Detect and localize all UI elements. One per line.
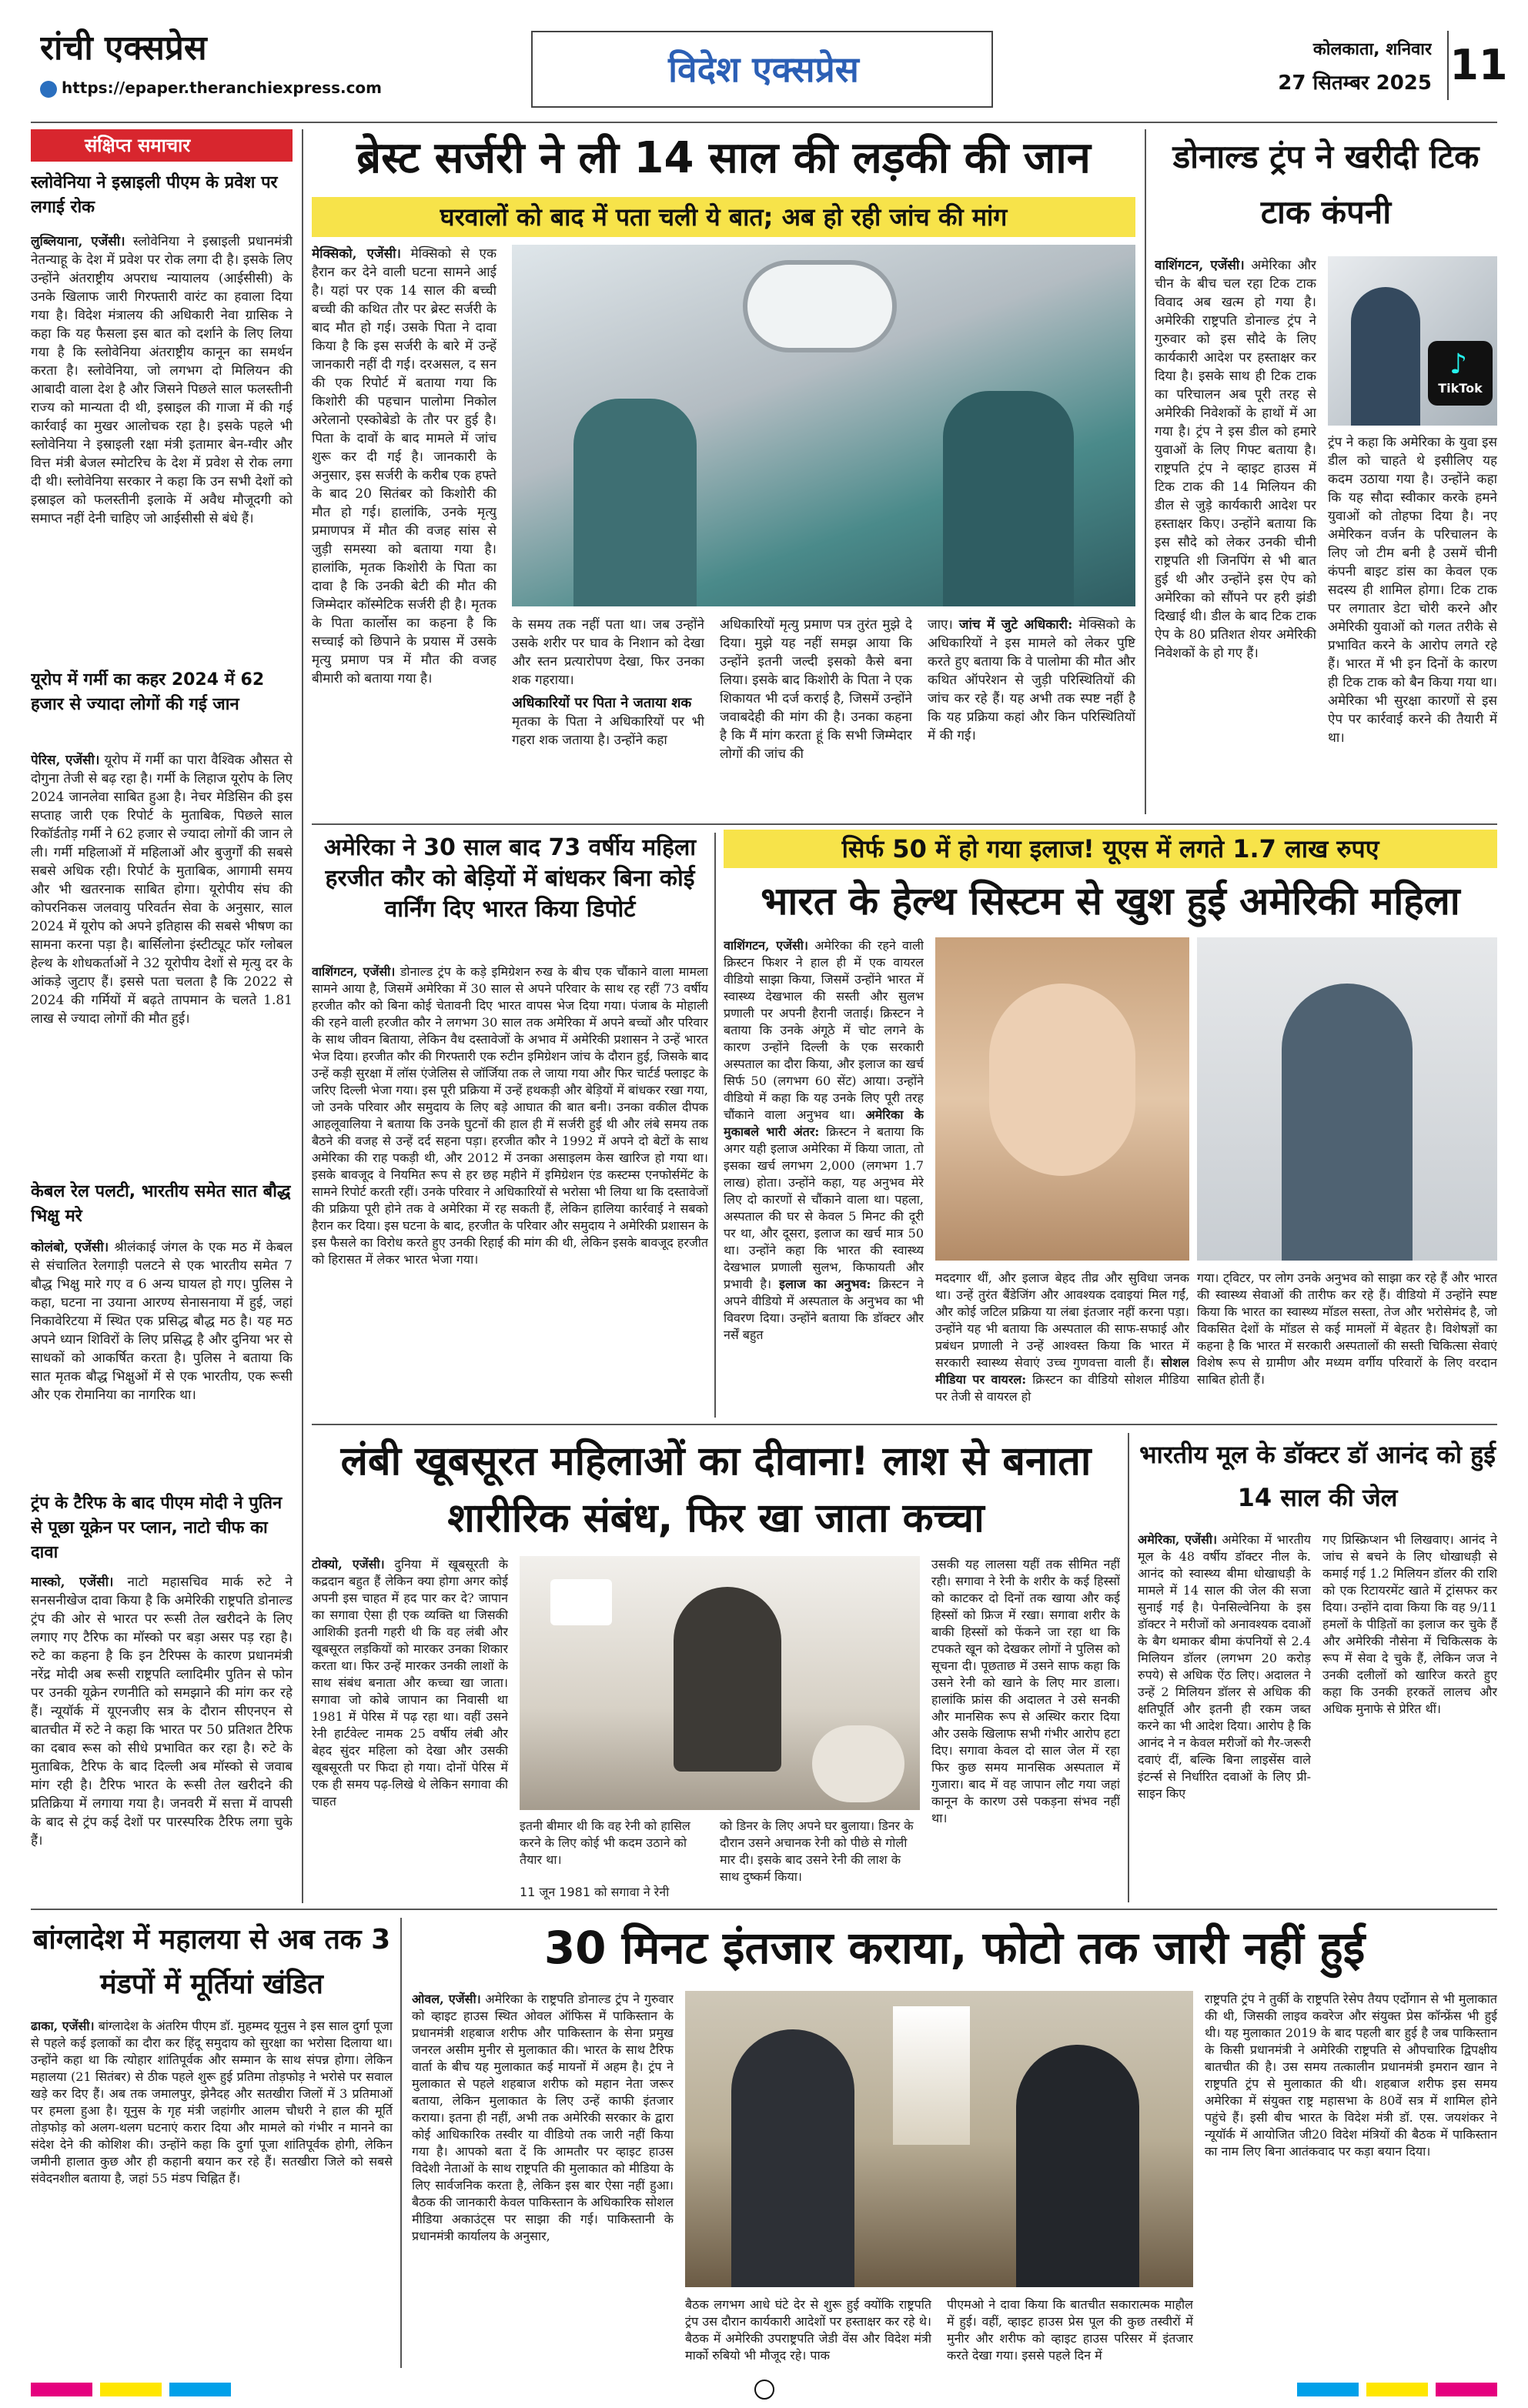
column-divider xyxy=(714,833,716,1418)
sidebar-item-title: यूरोप में गर्मी का कहर 2024 में 62 हजार से ज्यादा लोगों की गई जान xyxy=(31,670,265,714)
india-health-col-2: मददगार थीं, और इलाज बेहद तीव्र और सुविधा जनक था। उन्हें तुरंत बैंडेजिंग और आवश्यक दवाइयां मिल गईं, और कोई जटिल प्रक्रिया या लंबा इंतजार नहीं करना पड़ा। उन्होंने यह भी बताया कि अस्पताल की साफ-सफाई और प्रबंधन प्रणाली ने उन्हें आश्वस्त किया कि भारत में सरकारी स्वास्थ्य सेवाएं उच्च गुणवत्ता वाली हैं। सोशल मीडिया पर वायरल: क्रिस्टन का वीडियो सोशल मीडिया पर तेजी से वायरल हो xyxy=(935,1271,1189,1404)
section-title: विदेश एक्सप्रेस xyxy=(668,48,859,90)
print-registration-bar xyxy=(31,2380,1497,2400)
epaper-url[interactable] xyxy=(40,78,425,102)
sidebar-item xyxy=(31,171,293,663)
trump-col-1: वाशिंगटन, एजेंसी। अमेरिका और चीन के बीच चल रहा टिक टाक विवाद अब खत्म हो गया है। अमेरिकी राष्ट्रपति डोनाल्ड ट्रंप ने गुरुवार को इस सौदे के लिए कार्यकारी आदेश पर हस्ताक्षर कर दिया है। इसके साथ ही टिक टाक का परिचालन अब पूरी तरह से अमेरिकी निवेशकों के हाथों में आ गया है। ट्रंप ने इस डील को हमारे युवाओं के लिए गिफ्ट बताया है। राष्ट्रपति ट्रंप ने व्हाइट हाउस में टिक टाक की 14 मिलियन की डील से जुड़े कार्यकारी आदेश पर हस्ताक्षर किए। उन्होंने बताया कि इस सौदे को लेकर उनकी चीनी राष्ट्रपति शी जिनपिंग से भी बात हुई थी और उन्होंने इस ऐप को अमेरिका को सौंपने पर हरी झंडी दिखाई थी। डील के बाद टिक टाक ऐप के 80 प्रतिशत शेयर अमेरिकी निवेशकों के हो गए हैं। xyxy=(1155,258,1316,661)
bangladesh-story xyxy=(31,1918,393,2368)
india-health-col-1: वाशिंगटन, एजेंसी। अमेरिका की रहने वाली क्रिस्टन फिशर ने हाल ही में एक वायरल वीडियो साझा किया, जिसमें उन्होंने भारत में स्वास्थ्य देखभाल की सस्ती और सुलभ प्रणाली पर अपनी हैरानी जताई। क्रिस्टन ने बताया कि उनके अंगूठे में चोट लगने के कारण उन्होंने दिल्ली के एक सरकारी अस्पताल का दौरा किया, और इलाज का खर्च सिर्फ 50 (लगभग 60 सेंट) आया। उन्होंने वीडियो में कहा कि यह उनके लिए पूरी तरह चौंकाने वाला अनुभव था। अमेरिका के मुकाबले भारी अंतर: क्रिस्टन ने बताया कि अगर यही इलाज अमेरिका में किया जाता, तो इसका खर्च लगभग 2,000 (लगभग 1.7 लाख) होता। उन्होंने कहा, यह अनुभव मेरे लिए दो कारणों से चौंकाने वाला था। पहला, अस्पताल की घर से केवल 5 मिनट की दूरी पर था, और दूसरा, इलाज का खर्च मात्र 50 था। उन्होंने कहा कि भारत की स्वास्थ्य देखभाल प्रणाली सुलभ, किफायती और प्रभावी है। इलाज का अनुभव: क्रिस्टन ने अपने वीडियो में अस्पताल के अनुभव का भी विवरण दिया। उन्होंने बताया कि डॉक्टर और नर्सें बहुत xyxy=(724,938,924,1342)
deport-story xyxy=(312,833,708,1418)
surgeon-figure xyxy=(943,391,1074,606)
doctor-col-2: गए प्रिस्क्रिप्शन भी लिखवाए। आनंद ने जांच से बचने के लिए धोखाधड़ी से कमाई गई 1.2 मिलियन डॉलर की राशि को एक रिटायरमेंट खाते में ट्रांसफर कर दिया। उन्होंने दावा किया कि वह 9/11 हमलों के पीड़ितों का इलाज कर चुके हैं और अमेरिकी नौसेना में चिकित्सक के रूप में सेवा दे चुके हैं, लेकिन जज ने उनकी दलीलों को खारिज करते हुए कहा कि उनकी हरकतें लालच और अधिक मुनाफे से प्रेरित थीं। xyxy=(1322,1532,1497,1716)
sidebar-item xyxy=(31,668,293,1176)
column-divider xyxy=(1128,1433,1129,1902)
japan-photo-caption-1: इतनी बीमार थी कि वह रेनी को हासिल करने के लिए कोई भी कदम उठाने को तैयार था। xyxy=(520,1819,690,1867)
column-divider xyxy=(400,1918,402,2368)
white-house-headline: 30 मिनट इंतजार कराया, फोटो तक जारी नहीं हुई xyxy=(543,1922,1366,1974)
white-house-col-3: पीएमओ ने दावा किया कि बातचीत सकारात्मक माहौल में हुई। वहीं, व्हाइट हाउस प्रेस पूल की कुछ तस्वीरों में मुनीर और शरीफ को व्हाइट हाउस परिसर में इंतजार करते देखा गया। इससे पहले दिन में xyxy=(947,2297,1193,2363)
japan-photo-caption-3: को डिनर के लिए अपने घर बुलाया। डिनर के दौरान उसने अचानक रेनी को पीछे से गोली मार दी। इसके बाद उसने रेनी की लाश के साथ दुष्कर्म किया। xyxy=(720,1819,914,1884)
sidebar-item-title: केबल रेल पलटी, भारतीय समेत सात बौद्ध भिक्षु मरे xyxy=(31,1182,291,1226)
oval-office-photo xyxy=(685,1991,1193,2287)
india-health-subhead-3: सोशल मीडिया पर वायरल: xyxy=(935,1355,1189,1387)
sidebar-item-title: ट्रंप के टैरिफ के बाद पीएम मोदी ने पुतिन से पूछा यूक्रेन पर प्लान, नाटो चीफ का दावा xyxy=(31,1494,283,1562)
date: 27 सितम्बर 2025 xyxy=(1278,72,1432,94)
flag-shape xyxy=(893,2006,970,2145)
doctor-headline: भारतीय मूल के डॉक्टर डॉ आनंद को हुई 14 साल की जेल xyxy=(1139,1440,1496,1512)
section-rule xyxy=(31,1909,1497,1910)
trump-story xyxy=(1155,129,1497,814)
india-health-kicker: सिर्फ 50 में हो गया इलाज! यूएस में लगते 1.7 लाख रुपए xyxy=(724,830,1497,868)
india-health-story xyxy=(724,830,1497,1418)
white-house-col-2: बैठक लगभग आधे घंटे देर से शुरू हुई क्योंकि राष्ट्रपति ट्रंप उस दौरान कार्यकारी आदेशों पर हस्ताक्षर कर रहे थे। बैठक में अमेरिकी उपराष्ट्रपति जेडी वेंस और विदेश मंत्री मार्को रुबियो भी मौजूद रहे। पाक xyxy=(685,2297,931,2363)
lead-subhead: घरवालों को बाद में पता चली ये बात; अब हो रही जांच की मांग xyxy=(312,197,1135,237)
toy-shape xyxy=(812,1725,904,1802)
person-silhouette xyxy=(1282,984,1413,1261)
person-silhouette xyxy=(1016,2045,1139,2287)
white-house-col-4: राष्ट्रपति ट्रंप ने तुर्की के राष्ट्रपति रेसेप तैयप एर्दोगान से भी मुलाकात की थी, जिसकी लाइव कवरेज और संयुक्त प्रेस कॉन्फ्रेंस भी हुई थी। यह मुलाकात 2019 के बाद पहली बार हुई है जब पाकिस्तान के किसी प्रधानमंत्री ने अमेरिकी राष्ट्रपति से औपचारिक द्विपक्षीय बातचीत की है। उस समय तत्कालीन प्रधानमंत्री इमरान खान ने राष्ट्रपति ट्रंप से मुलाकात की थी। शहबाज शरीफ इस समय अमेरिका में संयुक्त राष्ट्र महासभा के 80वें सत्र में शामिल होने पहुंचे हैं। इसी बीच भारत के विदेश मंत्री डॉ. एस. जयशंकर ने न्यूयॉर्क में आयोजित जी20 विदेश मंत्रियों की बैठक में पाकिस्तान का नाम लिए बिना आतंकवाद पर कड़ा बयान दिया। xyxy=(1205,1992,1497,2159)
tiktok-note-icon: ♪ xyxy=(1449,349,1467,380)
sidebar-divider xyxy=(302,129,303,1903)
sidebar-header: संक्षिप्त समाचार xyxy=(31,129,293,162)
lead-subhead-2: जांच में जुटे अधिकारी: xyxy=(958,617,1073,633)
brand-logo: रांची एक्सप्रेस xyxy=(40,28,207,68)
registration-mark-icon xyxy=(754,2380,774,2400)
kristen-photo-left xyxy=(935,937,1189,1261)
japan-col-1: टोक्यो, एजेंसी। दुनिया में खूबसूरती के कद्रदान बहुत हैं लेकिन क्या होगा अगर कोई अपनी इस चाहत में हद पार कर दे? जापान का सगावा ऐसा ही एक व्यक्ति था जिसकी आशिकी इतनी गहरी थी कि वह लंबी और खूबसूरत लड़कियों को मारकर उनका शिकार करता था। फिर उन्हें मारकर उनकी लाशों के साथ संबंध बनाता और कच्चा खा जाता। सगावा जो कोबे जापान का निवासी था 1981 में पेरिस में पढ़ रहा था। वहीं उसने रेनी हार्टवेल्ट नामक 25 वर्षीय लंबी और बेहद सुंदर महिला को देखा और उसकी खूबसूरती पर फिदा हो गया। दोनों पेरिस में एक ही समय पढ़-लिखे थे लेकिन सगावा की चाहत xyxy=(312,1557,508,1809)
doctor-story xyxy=(1138,1433,1497,1902)
doctor-col-1: अमेरिका, एजेंसी। अमेरिका में भारतीय मूल के 48 वर्षीय डॉक्टर नील के. आनंद को स्वास्थ्य बीमा धोखाधड़ी के मामले में 14 साल की जेल की सजा सुनाई गई है। पेनसिल्वेनिया के इस डॉक्टर ने मरीजों को अनावश्यक दवाओं के बैग थमाकर बीमा कंपनियों से 2.4 मिलियन डॉलर (लगभग 20 करोड़ रुपये) से अधिक ऐंठ लिए। अदालत ने उन्हें 2 मिलियन डॉलर से अधिक की क्षतिपूर्ति और इतनी ही रकम जब्त करने का भी आदेश दिया। आरोप है कि आनंद ने न केवल मरीजों को गैर-जरूरी दवाएं दीं, बल्कि बिना लाइसेंस वाले इंटर्न्स से निर्धारित दवाओं के लिए प्री-साइन किए xyxy=(1138,1532,1311,1801)
masthead-rule xyxy=(31,122,1497,123)
surgery-photo xyxy=(512,245,1135,606)
person-silhouette xyxy=(1351,287,1420,426)
sagawa-photo xyxy=(520,1556,920,1810)
section-rule xyxy=(312,823,1497,825)
bangladesh-body: ढाका, एजेंसी। बांग्लादेश के अंतरिम पीएम डॉ. मुहम्मद यूनुस ने इस साल दुर्गा पूजा से पहले कई इलाकों का दौरा कर हिंदू समुदाय को सुरक्षा का भरोसा दिलाया था। उन्होंने कहा था कि त्योहार शांतिपूर्वक और सम्मान के साथ संपन्न होगा। लेकिन महालया (21 सितंबर) से ठीक पहले शुरू हुई प्रतिमा तोड़फोड़ ने भरोसे पर सवाल खड़े कर दिए हैं। अब तक जमालपुर, झेनैदह और सतखीरा जिलों में 3 प्रतिमाओं पर हमला हुआ है। यूनुस के गृह मंत्री जहांगीर आलम चौधरी ने हाल की मूर्ति तोड़फोड़ को अलग-थलग घटनाएं करार दिया और मामले को गंभीर न मानने का संदेश देने की कोशिश की। उन्होंने कहा कि दुर्गा पूजा शांतिपूर्वक होगी, लेकिन जमीनी हालात कुछ और ही कहानी बयान कर रहे हैं। सतखीरा जिले को सबसे संवेदनशील बताया है, जहां 55 मंडप चिह्नित हैं। xyxy=(31,2019,393,2186)
deport-headline: अमेरिका ने 30 साल बाद 73 वर्षीय महिला हरजीत कौर को बेड़ियों में बांधकर बिना कोई वार्निंग दिए भारत किया डिपोर्ट xyxy=(323,834,697,923)
lead-headline: ब्रेस्ट सर्जरी ने ली 14 साल की लड़की की जान xyxy=(356,133,1091,183)
kristen-photo-right xyxy=(1197,937,1497,1261)
japan-photo-caption-2: 11 जून 1981 को सगावा ने रेनी xyxy=(520,1885,670,1899)
lead-col-2: के समय तक नहीं पता था। जब उन्होंने उसके शरीर पर घाव के निशान को देखा और स्तन प्रत्यारोपण देखा, फिर उनका शक गहराया। अधिकारियों पर पिता ने जताया शक मृतका के पिता ने अधिकारियों पर भी गहरा शक जताया है। उन्होंने कहा xyxy=(512,617,704,748)
sidebar-item-body: पेरिस, एजेंसी। यूरोप में गर्मी का पारा वैश्विक औसत से दोगुना तेजी से बढ़ रहा है। गर्मी के लिहाज यूरोप के लिए 2024 जानलेवा साबित हुआ है। नेचर मेडिसिन की इस सप्ताह जारी एक रिपोर्ट के मुताबिक, पिछले साल रिकॉर्डतोड़ गर्मी ने 62 हजार से ज्यादा लोगों की जान ले ली। गर्मी महिलाओं में महिलाओं और बुजुर्गों की सबसे सबसे अधिक रही। रिपोर्ट के मुताबिक, आगामी समय और भी खतरनाक साबित होगा। यूरोपीय संघ की कोपरनिकस जलवायु परिवर्तन सेवा के अनुसार, साल 2024 में यूरोप को अपने इतिहास की सबसे भीषण का सामना करना पड़ा है। बार्सिलोना इंस्टीट्यूट फॉर ग्लोबल हेल्थ के शोधकर्ताओं ने 32 यूरोपीय देशों से मृत्यु दर के आंकड़े जुटाए हैं। इससे पता चलता है कि 2022 से 2024 की गर्मियों में बढ़ते तापमान के चलते 1.81 लाख से ज्यादा लोगों की मौत हुई। xyxy=(31,753,293,1027)
trump-tiktok-photo xyxy=(1328,256,1497,426)
sidebar-item-title: स्लोवेनिया ने इस्राइली पीएम के प्रवेश पर लगाई रोक xyxy=(31,173,278,217)
white-house-col-1: ओवल, एजेंसी। अमेरिका के राष्ट्रपति डोनाल्ड ट्रंप ने गुरुवार को व्हाइट हाउस स्थित ओवल ऑफिस में पाकिस्तान के प्रधानमंत्री शहबाज शरीफ और पाकिस्तान के सेना प्रमुख जनरल असीम मुनीर से मुलाकात की। भारत के साथ टैरिफ वार्ता के बीच यह मुलाकात कई मायनों में अहम है। ट्रंप ने मुलाकात से पहले शहबाज शरीफ को महान नेता जरूर बताया, लेकिन मुलाकात के लिए उन्हें काफी इंतजार कराया। इतना ही नहीं, अभी तक अमेरिकी सरकार के द्वारा कोई आधिकारिक तस्वीर या वीडियो तक जारी नहीं किया गया है। आपको बता दें कि आमतौर पर व्हाइट हाउस विदेशी नेताओं के साथ राष्ट्रपति की मुलाकात को मीडिया के लिए सार्वजनिक करता है, लेकिन इस बार ऐसा नहीं हुआ। बैठक की जानकारी केवल पाकिस्तान के अधिकारिक सोशल मीडिया अकाउंट्स पर साझा की गई। पाकिस्तानी के प्रधानमंत्री कार्यालय के अनुसार, xyxy=(412,1992,674,2243)
city-day: कोलकाता, शनिवार xyxy=(1312,40,1432,59)
deport-body: वाशिंगटन, एजेंसी। डोनाल्ड ट्रंप के कड़े इमिग्रेशन रुख के बीच एक चौंकाने वाला मामला सामने आया है, जिसमें अमेरिका में 30 साल से अपने परिवार के साथ रह रहीं 73 वर्षीय हरजीत कौर को बिना कोई चेतावनी दिए भारत वापस भेज दिया गया। पंजाब के मोहाली की रहने वाली हरजीत कौर ने लगभग 30 साल तक अमेरिका में अपने बच्चों और परिवार के साथ जीवन बिताया, लेकिन वैध दस्तावेजों के अभाव में अमेरिकी प्रशासन ने उन्हें भारत भेज दिया। हरजीत कौर की गिरफ्तारी एक रुटीन इमिग्रेशन जांच के दौरान हुई, जिसके बाद उन्हें कड़ी सुरक्षा में लॉस एंजेलिस से जॉर्जिया तक ले जाया गया और फिर चार्टर्ड फ्लाइट के जरिए दिल्ली भेजा गया। इस पूरी प्रक्रिया में उन्हें हथकड़ी और बेड़ियों में बांधकर रखा गया, जो उनके परिवार और समुदाय के लिए बड़े आघात की बात बनी। उनका वकील दीपक आहलूवालिया ने बताया कि उनके घुटनों की हाल ही में सर्जरी हुई थी और लंबे समय तक बैठने की वजह से उन्हें दर्द सहना पड़ा। हरजीत कौर ने 1992 में अपने दो बेटों के साथ अमेरिका की राह पकड़ी थी, और 2012 में उनका असाइलम केस खारिज हो गया था। इसके बावजूद वे नियमित रूप से हर छह महीने में इमिग्रेशन एंड कस्टम्स एनफोर्समेंट के सामने रिपोर्ट करती रहीं। उनके परिवार ने अधिकारियों से भरोसा भी लिया था कि दस्तावेजों की प्रक्रिया पूरी होने तक वे अमेरिका में रह सकती हैं, लेकिन हालिया कार्रवाई ने सबको हैरान कर दिया। इस घटना के बाद, हरजीत के परिवार और समुदाय ने अमेरिकी प्रशासन के इस फैसले का विरोध करते हुए उनकी रिहाई की मांग की थी, लेकिन इसके बावजूद हरजीत को हिरासत में लेकर भारत भेजा गया। xyxy=(312,964,708,1267)
person-silhouette xyxy=(674,1587,781,1772)
lead-subhead-1: अधिकारियों पर पिता ने जताया शक xyxy=(512,695,692,711)
column-divider xyxy=(1145,129,1146,814)
face-shape xyxy=(989,984,1135,1176)
japan-headline: लंबी खूबसूरत महिलाओं का दीवाना! लाश से बनाता शारीरिक संबंध, फिर खा जाता कच्चा xyxy=(340,1438,1092,1541)
lead-col-1: मेक्सिको, एजेंसी। मेक्सिको से एक हैरान कर देने वाली घटना सामने आई है। यहां पर एक 14 साल की बच्ची बच्ची की कथित तौर पर ब्रेस्ट सर्जरी के बाद मौत हो गई। उसके पिता ने दावा किया है कि इस सर्जरी के बारे में उन्हें जानकारी नहीं दी गई। दरअसल, द सन की एक रिपोर्ट में बताया गया कि किशोरी की पहचान पालोमा निकोल अरेलानो एस्कोबेडो के तौर पर हुई है। पिता के दावों के बाद मामले में जांच शुरू कर दी गई है। जानकारी के अनुसार, इस सर्जरी के करीब एक हफ्ते के बाद 20 सितंबर को किशोरी की मौत हो गई। हालांकि, उनके मृत्यु प्रमाणपत्र में मौत की वजह सांस से जुड़ी समस्या को बताया गया है। हालांकि, मृतक किशोरी के पिता का दावा है कि उनकी बेटी की मौत की जिम्मेदार कॉस्मेटिक सर्जरी ही है। मृतक के पिता कार्लोस का कहना है कि सच्चाई को छिपाने के प्रयास में उसके मृत्यु प्रमाण पत्र में मौत की वजह बीमारी को बताया गया है। xyxy=(312,246,497,686)
sidebar-item xyxy=(31,1491,293,1903)
lead-col-3: अधिकारियों मृत्यु प्रमाण पत्र तुरंत मुझे दे दिया। मुझे यह नहीं समझ आया कि उन्होंने इतनी जल्दी इसको कैसे बना लिया। इसके बाद किशोरी के पिता ने एक शिकायत भी दर्ज कराई है, जिसमें उन्होंने जवाबदेही की मांग की है। उनका कहना है कि मैं मांग करता हूं कि सभी जिम्मेदार लोगों की जांच की xyxy=(720,617,912,762)
masthead xyxy=(0,0,1528,123)
lead-col-4: जाए। जांच में जुटे अधिकारी: मेक्सिको के अधिकारियों ने इस मामले को लेकर पुष्टि करते हुए बताया कि वे पालोमा की मौत और कथित ऑपरेशन से जुड़ी परिस्थितियों की जांच कर रहे हैं। यह अभी तक स्पष्ट नहीं है कि यह प्रक्रिया कहां और किन परिस्थितियों में की गई। xyxy=(928,617,1135,743)
sidebar-item-body: कोलंबो, एजेंसी। श्रीलंकाई जंगल के एक मठ में केबल से संचालित रेलगाड़ी पलटने से एक भारतीय समेत 7 बौद्ध भिक्षु मारे गए व 6 अन्य घायल हो गए। पुलिस ने कहा, घटना ना उयाना आरण्य सेनासनाया में हुई, जहां निकावेरिटया में स्थित एक प्रसिद्ध बौद्ध मठ है। यह मठ अपने ध्यान शिविरों के लिए प्रसिद्ध है और दुनिया भर से साधकों को आकर्षित करता है। पुलिस ने बताया कि सात मृतक बौद्ध भिक्षुओं में से एक भारतीय, एक रूसी और एक रोमानिया का नागरिक था। xyxy=(31,1240,293,1403)
globe-icon xyxy=(40,81,57,98)
india-health-col-3: गया। ट्विटर, पर लोग उनके अनुभव को साझा कर रहे हैं और भारत की स्वास्थ्य सेवाओं की तारीफ कर रहे हैं। वीडियो में उन्होंने स्पष्ट किया कि भारत का स्वास्थ्य मॉडल सस्ता, तेज और भरोसेमंद है, जो विकसित देशों के मॉडल से कई मामलों में बेहतर है। विशेषज्ञों का कहना है कि भारत में सरकारी अस्पतालों की सस्ती चिकित्सा सेवाएं विशेष रूप से ग्रामीण और मध्यम वर्गीय परिवारों के लिए वरदान साबित होती हैं। xyxy=(1197,1271,1497,1387)
url-text: https://epaper.theranchiexpress.com xyxy=(62,78,383,97)
trump-headline: डोनाल्ड ट्रंप ने खरीदी टिक टाक कंपनी xyxy=(1172,138,1480,231)
page-number: 11 xyxy=(1447,31,1509,100)
india-health-headline: भारत के हेल्थ सिस्टम से खुश हुई अमेरिकी महिला xyxy=(761,879,1460,923)
india-health-subhead-2: इलाज का अनुभव: xyxy=(779,1277,871,1291)
white-house-story xyxy=(412,1918,1497,2368)
surgical-lamp xyxy=(743,260,897,352)
japan-col-2: उसकी यह लालसा यहीं तक सीमित नहीं रही। सगावा ने रेनी के शरीर के कई हिस्सों को काटकर दो दिनों तक खाया और कई हिस्सों को फ्रिज में रखा। सगावा शरीर के बाकी हिस्सों को फेंकने जा रहा था कि टपकते खून को देखकर लोगों ने पुलिस को सूचना दी। पूछताछ में उसने साफ कहा कि उसने रेनी को खाने के लिए मार डाला। हालांकि फ्रांस की अदालत ने उसे सनकी और मानसिक रूप से अस्थिर करार दिया और उसके खिलाफ सभी गंभीर आरोप हटा दिए। सगावा केवल दो साल जेल में रहा फिर कुछ समय मानसिक अस्पताल में गुजारा। बाद में वह जापान लौट गया जहां कानून के कारण उसे पकड़ना संभव नहीं था। xyxy=(931,1557,1120,1825)
trump-col-2: ट्रंप ने कहा कि अमेरिका के युवा इस डील को चाहते थे इसीलिए यह कदम उठाया गया है। उन्होंने कहा कि यह सौदा स्वीकार करके हमने युवाओं को तोहफा दिया है। नए अमेरिकन वर्जन के परिचालन के लिए जो टीम बनी है उसमें चीनी कंपनी बाइट डांस का केवल एक सदस्य ही शामिल होगा। टिक टाक पर लगातार डेटा चोरी करने और अमेरिकी युवाओं को गलत तरीके से प्रभावित करने के आरोप लगते रहे हैं। भारत में भी इन दिनों के कारण ही टिक टाक को बैन किया गया था। अमेरिका भी सुरक्षा कारणों से इस ऐप पर कार्रवाई करने की तैयारी में था। xyxy=(1328,435,1497,746)
section-rule xyxy=(312,1424,1497,1425)
japan-story xyxy=(312,1433,1120,1902)
surgeon-figure xyxy=(573,399,697,606)
lead-story xyxy=(312,129,1135,826)
sidebar-item-body: मास्को, एजेंसी। नाटो महासचिव मार्क रुटे ने सनसनीखेज दावा किया है कि अमेरिकी राष्ट्रपति डोनाल्ड ट्रंप की ओर से भारत पर रूसी तेल खरीदने के लिए लगाए गए टैरिफ का मॉस्को पर बड़ा असर पड़ रहा है। रुटे का कहना है कि इन टैरिफ्स के कारण प्रधानमंत्री नरेंद्र मोदी अब रूसी राष्ट्रपति व्लादिमीर पुतिन से फोन पर उनकी यूक्रेन रणनीति को समझाने की मांग कर रहे हैं। न्यूयॉर्क में यूएनजीए सत्र के दौरान सीएनएन से बातचीत में रुटे ने कहा कि भारत पर 50 प्रतिशत टैरिफ का दबाव रूस को सीधे प्रभावित कर रहा है। रुटे के मुताबिक, टैरिफ के बाद दिल्ली अब मॉस्को से जवाब मांग रही है। टैरिफ भारत के रूसी तेल खरीदने की प्रतिक्रिया में लगाया गया है। जनवरी में सत्ता में वापसी के बाद से ट्रंप कई देशों पर पारस्परिक टैरिफ लगा चुके हैं। xyxy=(31,1575,293,1849)
sidebar-item-body: लुब्लियाना, एजेंसी। स्लोवेनिया ने इस्राइली प्रधानमंत्री नेतन्याहू के देश में प्रवेश पर रोक लगा दी है। इसके लिए उन्होंने अंतराष्ट्रीय अपराध न्यायालय (आईसीसी) के उनके खिलाफ जारी गिरफ्तारी वारंट का हवाला दिया गया है। विदेश मंत्रालय की अधिकारी नेवा ग्रासिक ने कहा कि यह फैसला इस बात को दर्शाने के लिए लिया गया है कि स्लोवेनिया अंतराष्ट्रीय कानून का समर्थन करता है। स्लोवेनिया, जो लगभग दो मिलियन की आबादी वाला देश है और जिसने पिछले साल फलस्तीनी राज्य को मान्यता दी थी, इस्राइल की गाजा में की गई कार्रवाई का मुखर आलोचक रहा है। इसके पहले भी स्लोवेनिया ने इस्राइली रक्षा मंत्री इतामार बेन-ग्वीर और वित्त मंत्री बेजल स्मोटरिच के देश में प्रवेश से रोक लगा दी थी। स्लोवेनिया सरकार ने कहा कि उन सभी देशों को इस्राइल को फलस्तीनी इलाके में अवैध मौजूदगी को समाप्त नहीं देनी चाहिए जो आईसीसी से बंधे हैं। xyxy=(31,234,293,526)
bangladesh-headline: बांग्लादेश में महालया से अब तक 3 मंडपों में मूर्तियां खंडित xyxy=(32,1924,391,2000)
sidebar-item xyxy=(31,1180,293,1488)
sidebar xyxy=(31,129,293,1903)
tiktok-logo: ♪ TikTok xyxy=(1428,341,1493,406)
lamp-shape xyxy=(550,1579,612,1625)
india-health-subhead-1: अमेरिका के मुकाबले भारी अंतर: xyxy=(724,1107,924,1139)
person-silhouette xyxy=(731,2029,854,2287)
section-box xyxy=(531,31,993,108)
